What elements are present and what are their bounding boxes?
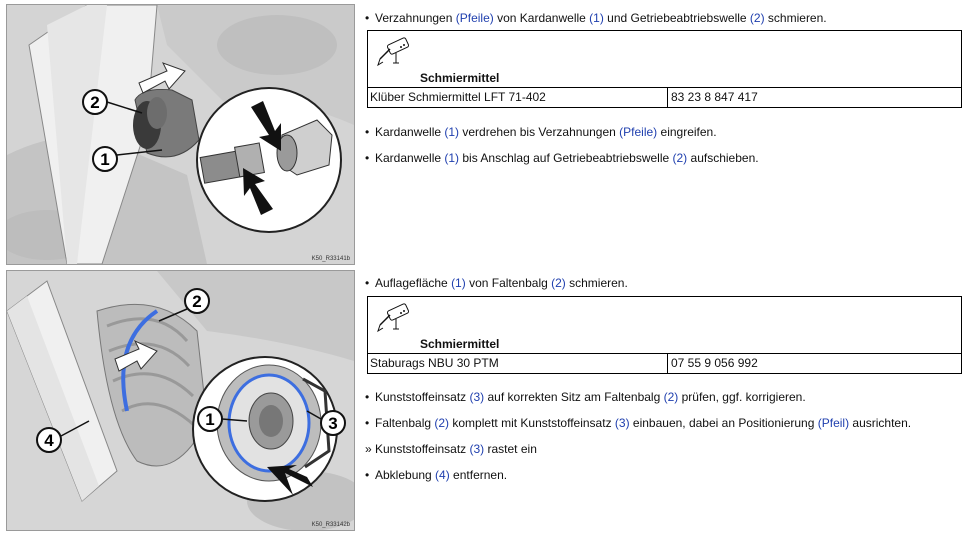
reference-marker: (1) (451, 276, 466, 290)
lubricant-name: Klüber Schmiermittel LFT 71-402 (368, 88, 668, 107)
instruction-text: Abklebung (375, 468, 436, 482)
callout-2-label: 2 (192, 292, 202, 311)
reference-marker: (3) (469, 442, 485, 456)
lubricant-part-number: 83 23 8 847 417 (671, 90, 758, 104)
procedure-step-1 (0, 0, 969, 266)
instruction-text: Kardanwelle (375, 125, 445, 139)
instruction-text: Kunststoffeinsatz (375, 442, 470, 456)
instruction-text: Faltenbalg (375, 416, 435, 430)
reference-marker: (3) (614, 416, 630, 430)
figure-shaft-splines (6, 4, 355, 265)
instruction-line (365, 442, 537, 456)
callout-3-label: 3 (328, 414, 338, 433)
lubricant-table-title: Schmiermittel (420, 71, 500, 85)
figure-bellows (6, 270, 355, 531)
lubricant-table-header (368, 297, 961, 354)
reference-marker: (Pfeil) (817, 416, 850, 430)
instruction-text: bis Anschlag auf Getriebeabtriebswelle (459, 151, 673, 165)
figure-code: K50_R33142b (311, 522, 350, 528)
bullet-marker: • (365, 390, 370, 404)
bullet-marker: • (365, 151, 370, 165)
reference-marker: (Pfeile) (455, 11, 494, 25)
instruction-line (365, 276, 628, 290)
reference-marker: (3) (469, 390, 485, 404)
instruction-text: eingreifen. (657, 125, 717, 139)
instruction-line (365, 125, 717, 139)
instruction-text: Auflagefläche (375, 276, 452, 290)
instruction-line (365, 416, 911, 430)
lubricant-row (368, 88, 961, 107)
instruction-text: schmieren. (565, 276, 628, 290)
lubricant-table-title: Schmiermittel (420, 337, 500, 351)
instruction-text: schmieren. (764, 11, 827, 25)
instruction-line (365, 151, 759, 165)
instruction-text: rastet ein (484, 442, 537, 456)
instruction-text: Verzahnungen (375, 11, 456, 25)
lubricant-part-number: 07 55 9 056 992 (671, 356, 758, 370)
instruction-text: auf korrekten Sitz am Faltenbalg (484, 390, 664, 404)
shaft-splines-illustration (7, 5, 354, 264)
lubricant-table-header (368, 31, 961, 88)
bullet-marker: • (365, 468, 370, 482)
reference-marker: (1) (444, 125, 460, 139)
instruction-text: Kunststoffeinsatz (375, 390, 470, 404)
bullet-marker: • (365, 11, 370, 25)
instruction-text: von Kardanwelle (493, 11, 590, 25)
instruction-text: aufschieben. (687, 151, 759, 165)
lubricant-table (367, 296, 962, 374)
instruction-text: einbauen, dabei an Positionierung (629, 416, 818, 430)
bullet-marker: • (365, 416, 370, 430)
instruction-text: von Faltenbalg (465, 276, 552, 290)
bullet-marker: • (365, 276, 370, 290)
instruction-text: ausrichten. (849, 416, 912, 430)
instruction-line (365, 11, 827, 25)
callout-1-label: 1 (100, 150, 110, 169)
callout-2-label: 2 (90, 93, 100, 112)
result-marker: » (365, 442, 372, 456)
bullet-marker: • (365, 125, 370, 139)
procedure-step-2 (0, 266, 969, 533)
reference-marker: (4) (435, 468, 450, 482)
reference-marker: (1) (589, 11, 604, 25)
lubricant-table (367, 30, 962, 108)
callout-4-label: 4 (44, 431, 54, 450)
instruction-text: entfernen. (449, 468, 508, 482)
callout-1-label: 1 (205, 410, 215, 429)
instruction-text: und Getriebeabtriebswelle (603, 11, 750, 25)
reference-marker: (2) (672, 151, 688, 165)
instruction-line (365, 468, 507, 482)
reference-marker: (2) (663, 390, 679, 404)
bellows-illustration (7, 271, 354, 530)
reference-marker: (Pfeile) (619, 125, 658, 139)
instruction-text: komplett mit Kunststoffeinsatz (449, 416, 615, 430)
reference-marker: (2) (434, 416, 450, 430)
reference-marker: (2) (749, 11, 765, 25)
lubricant-row (368, 354, 961, 373)
instruction-line (365, 390, 806, 404)
instruction-text: Kardanwelle (375, 151, 445, 165)
reference-marker: (1) (444, 151, 460, 165)
instruction-text: prüfen, ggf. korrigieren. (678, 390, 806, 404)
figure-code: K50_R33141b (311, 256, 350, 262)
grease-gun-icon (376, 303, 412, 337)
grease-gun-icon (376, 37, 412, 71)
lubricant-name: Staburags NBU 30 PTM (368, 354, 668, 373)
reference-marker: (2) (551, 276, 566, 290)
instruction-text: verdrehen bis Verzahnungen (459, 125, 620, 139)
